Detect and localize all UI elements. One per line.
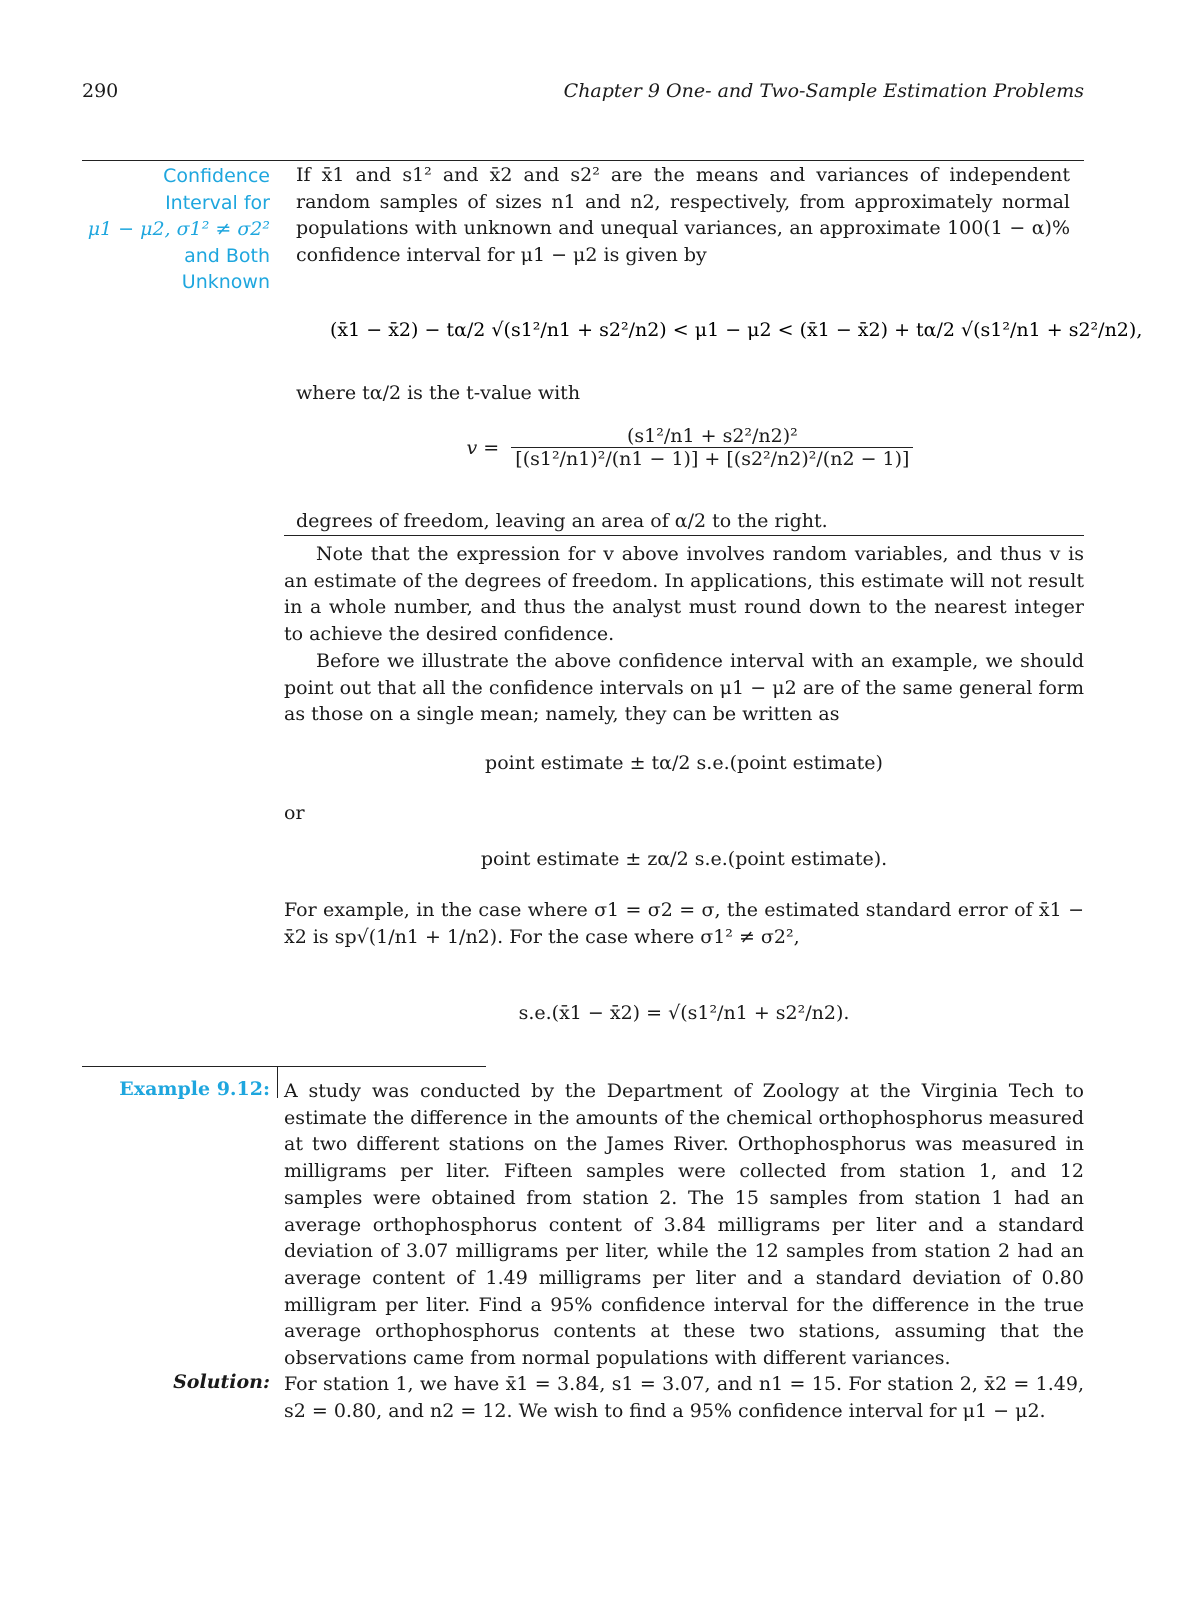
or-text: or bbox=[284, 802, 305, 824]
v-formula-denominator: [(s1²/n1)²/(n1 − 1)] + [(s2²/n2)²/(n2 − 1)] bbox=[515, 448, 910, 470]
equation-standard-error: s.e.(x̄1 − x̄2) = √(s1²/n1 + s2²/n2). bbox=[518, 1002, 850, 1024]
box-intro-paragraph: If x̄1 and s1² and x̄2 and s2² are the means and variances of independent random samples of sizes n1 and n2, respectively, from approximately normal populations with unknown and unequal variances, an approximate 100(1 − α)% confidence interval for μ1 − μ2 is given by bbox=[296, 164, 1070, 267]
where-text: where tα/2 is the t-value with bbox=[296, 382, 581, 404]
example-top-rule bbox=[82, 1066, 486, 1067]
v-formula-lhs: v = bbox=[466, 436, 500, 459]
ci-formula-graphic bbox=[330, 298, 1143, 368]
v-formula bbox=[296, 425, 1084, 470]
ci-formula-text: (x̄1 − x̄2) − tα/2 √(s1²/n1 + s2²/n2) < μ1 − μ2 < (x̄1 − x̄2) + tα/2 √(s1²/n1 + s2²/n2), bbox=[330, 319, 1143, 341]
body-paragraph-2: Before we illustrate the above confidence interval with an example, we should point out that all the confidence intervals on μ1 − μ2 are of the same general form as those on a single mean; namely, they can be written as bbox=[284, 650, 1084, 726]
box-bottom-rule bbox=[284, 535, 1084, 536]
v-formula-fraction bbox=[511, 425, 913, 470]
equation-point-estimate-z: point estimate ± zα/2 s.e.(point estimate). bbox=[480, 848, 888, 870]
sidebar-line-2: Interval for bbox=[165, 191, 270, 214]
v-formula-numerator: (s1²/n1 + s2²/n2)² bbox=[511, 425, 913, 448]
running-head bbox=[82, 80, 1084, 108]
sidebar-line-3: μ1 − μ2, σ1² ≠ σ2² bbox=[87, 218, 270, 240]
example-label: Example 9.12: bbox=[119, 1078, 270, 1100]
solution-label: Solution: bbox=[173, 1371, 270, 1393]
sidebar-label bbox=[60, 163, 270, 296]
page-number: 290 bbox=[82, 80, 119, 102]
box-top-rule bbox=[82, 160, 1084, 161]
sidebar-line-4: and Both bbox=[184, 244, 270, 267]
example-text: A study was conducted by the Department of Zoology at the Virginia Tech to estimate the difference in the amounts of the chemical orthophosphorus measured at two different stations on the James River. Orthophosphorus was measured in milligrams per liter. Fifteen samples were collected from station 1, and 12 samples were obtained from station 2. The 15 samples from station 1 had an average orthophosphorus content of 3.84 milligrams per liter and a standard deviation of 3.07 milligrams per liter, while the 12 samples from station 2 had an average content of 1.49 milligrams per liter and a standard deviation of 0.80 milligram per liter. Find a 95% confidence interval for the difference in the true average orthophosphorus contents at these two stations, assuming that the observations came from normal populations with different variances. bbox=[284, 1080, 1084, 1370]
body-paragraph-3: For example, in the case where σ1 = σ2 = σ, the estimated standard error of x̄1 − x̄2 is sp√(1/n1 + 1/n2). For the case where σ1² ≠ σ2², bbox=[284, 899, 1084, 948]
example-vertical-rule bbox=[277, 1066, 278, 1098]
dof-text: degrees of freedom, leaving an area of α/2 to the right. bbox=[296, 510, 828, 532]
ci-formula bbox=[296, 298, 1143, 373]
solution-text: For station 1, we have x̄1 = 3.84, s1 = 3.07, and n1 = 15. For station 2, x̄2 = 1.49, s2 = 0.80, and n2 = 12. We wish to find a 95% confidence interval for μ1 − μ2. bbox=[284, 1373, 1084, 1422]
equation-point-estimate-t: point estimate ± tα/2 s.e.(point estimate) bbox=[485, 752, 883, 774]
sidebar-line-1: Confidence bbox=[163, 165, 270, 187]
sidebar-line-5: Unknown bbox=[181, 271, 270, 293]
chapter-title: Chapter 9 One- and Two-Sample Estimation Problems bbox=[563, 80, 1084, 102]
body-paragraph-1: Note that the expression for v above involves random variables, and thus v is an estimate of the degrees of freedom. In applications, this estimate will not result in a whole number, and thus the analyst must round down to the nearest integer to achieve the desired confidence. bbox=[284, 543, 1084, 646]
